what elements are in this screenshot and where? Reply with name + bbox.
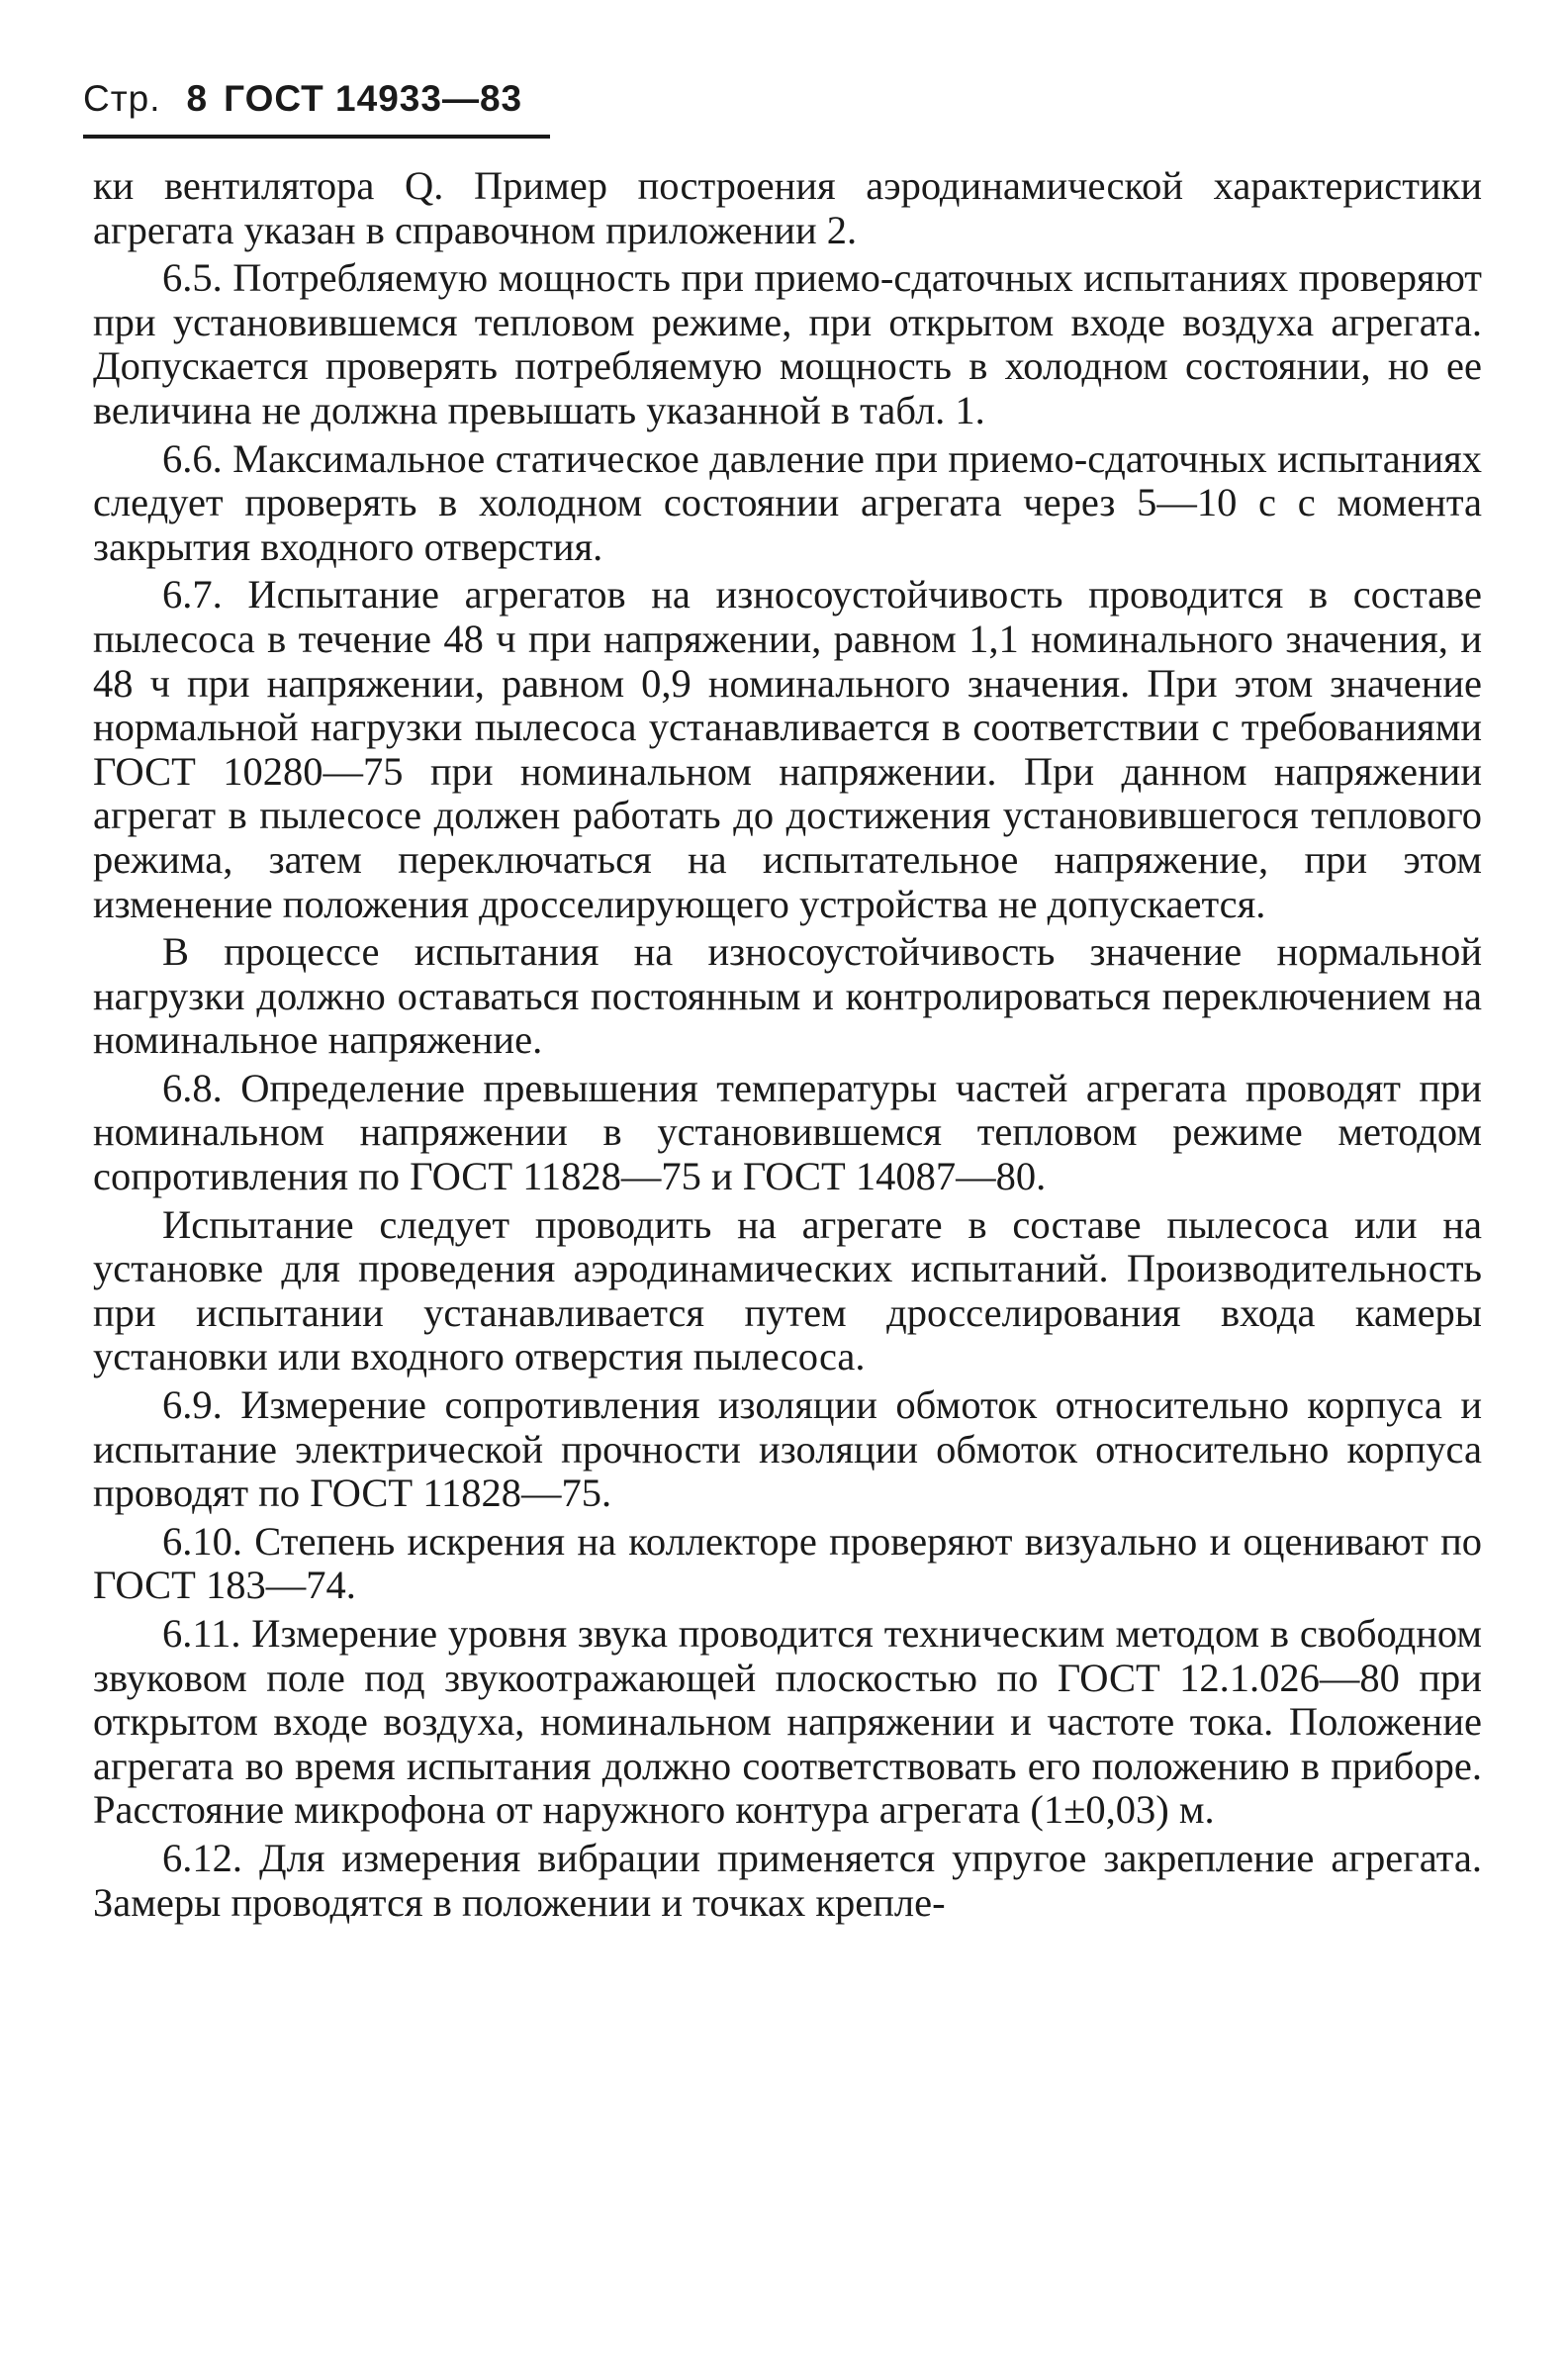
- paragraph-6-10: 6.10. Степень искрения на коллекторе проверяют визуально и оценивают по ГОСТ 183—74.: [93, 1518, 1482, 1608]
- paragraph-6-8-continued: Испытание следует проводить на агрегате в составе пылесоса или на установке для проведения аэродинамических испытаний. Производительность при испытании устанавливается путем дросселирования входа камеры установки или входного отверстия пылесоса.: [93, 1201, 1482, 1379]
- paragraph-6-7: 6.7. Испытание агрегатов на износоустойчивость проводится в составе пылесоса в течение 48 ч при напряжении, равном 1,1 номинального значения, и 48 ч при напряжении, равном 0,9 номинального значения. При этом значение нормальной нагрузки пылесоса устанавливается в соответствии с требованиями ГОСТ 10280—75 при номинальном напряжении. При данном напряжении агрегат в пылесосе должен работать до достижения установившегося теплового режима, затем переключаться на испытательное напряжение, при этом изменение положения дросселирующего устройства не допускается.: [93, 572, 1482, 926]
- paragraph-6-9: 6.9. Измерение сопротивления изоляции обмоток относительно корпуса и испытание электрической прочности изоляции обмоток относительно корпуса проводят по ГОСТ 11828—75.: [93, 1382, 1482, 1516]
- paragraph-6-7-continued: В процессе испытания на износоустойчивость значение нормальной нагрузки должно оставаться постоянным и контролироваться переключением на номинальное напряжение.: [93, 929, 1482, 1063]
- page-number: 8: [186, 78, 209, 119]
- paragraph-6-6: 6.6. Максимальное статическое давление при приемо-сдаточных испытаниях следует проверять в холодном состоянии агрегата через 5—10 с с момента закрытия входного отверстия.: [93, 435, 1482, 569]
- header-rule: [83, 135, 550, 139]
- page-header: [83, 75, 550, 123]
- document-body: [93, 164, 1482, 1929]
- paragraph-6-12: 6.12. Для измерения вибрации применяется упругое закрепление агрегата. Замеры проводятся в положении и точках крепле-: [93, 1835, 1482, 1925]
- standard-code: ГОСТ 14933—83: [224, 78, 523, 119]
- paragraph-6-5: 6.5. Потребляемую мощность при приемо-сдаточных испытаниях проверяют при установившемся тепловом режиме, при открытом входе воздуха агрегата. Допускается проверять потребляемую мощность в холодном состоянии, но ее величина не должна превышать указанной в табл. 1.: [93, 255, 1482, 432]
- paragraph-6-8: 6.8. Определение превышения температуры частей агрегата проводят при номинальном напряжении в установившемся тепловом режиме методом сопротивления по ГОСТ 11828—75 и ГОСТ 14087—80.: [93, 1065, 1482, 1199]
- paragraph-continuation: ки вентилятора Q. Пример построения аэродинамической характеристики агрегата указан в справочном приложении 2.: [93, 163, 1482, 252]
- paragraph-6-11: 6.11. Измерение уровня звука проводится техническим методом в свободном звуковом поле под звукоотражающей плоскостью по ГОСТ 12.1.026—80 при открытом входе воздуха, номинальном напряжении и частоте тока. Положение агрегата во время испытания должно соответствовать его положению в приборе. Расстояние микрофона от наружного контура агрегата (1±0,03) м.: [93, 1611, 1482, 1833]
- page-label: Стр.: [83, 78, 161, 119]
